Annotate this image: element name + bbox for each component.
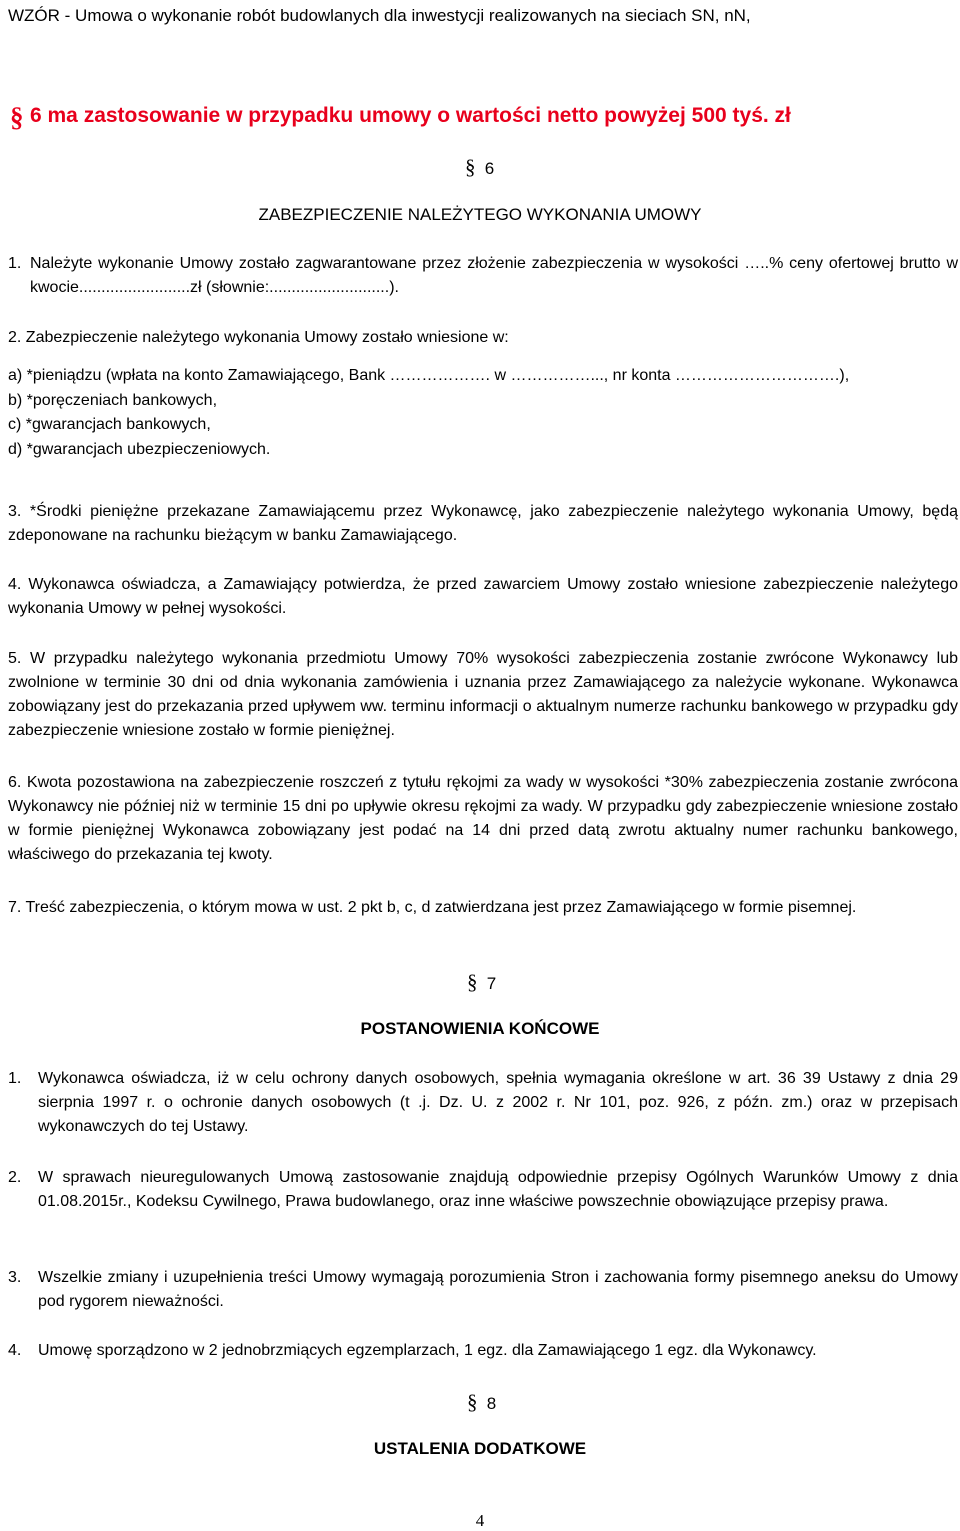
section-8-heading xyxy=(466,1390,496,1414)
svg-text:§: § xyxy=(467,1390,478,1414)
s6-paragraph-6: 6. Kwota pozostawiona na zabezpieczenie roszczeń z tytułu rękojmi za wady w wysokości *30% zabezpieczenia zostanie zwrócona Wykonawcy nie później niż w terminie 15 dni po upływie okresu rękojmi za wady. W przypadku gdy zabezpieczenie wniesione zostało w formie pieniężnej Wykonawca zobowiązany jest podać na 14 dni przed datą zwrotu aktualny numer rachunku bankowego, właściwego do przekazania tej kwoty. xyxy=(8,774,958,863)
item-number: 2. xyxy=(8,1169,22,1186)
s6-paragraph-2-options xyxy=(8,364,958,462)
section-number: 7 xyxy=(486,974,497,993)
svg-text:§: § xyxy=(465,155,476,179)
s7-item-1 xyxy=(8,1067,958,1139)
option-b: b) *poręczeniach bankowych, xyxy=(8,391,218,409)
s6-paragraph-7: 7. Treść zabezpieczenia, o którym mowa w ust. 2 pkt b, c, d zatwierdzana jest przez Zamawiającego w formie pisemnej. xyxy=(8,899,857,916)
section-7-title: POSTANOWIENIA KOŃCOWE xyxy=(360,1019,600,1038)
section-number: 6 xyxy=(484,159,495,178)
section-number: 8 xyxy=(486,1394,497,1413)
s7-item-4 xyxy=(8,1339,958,1363)
option-d: d) *gwarancjach ubezpieczeniowych. xyxy=(8,440,271,458)
section-sign-icon xyxy=(466,1390,482,1414)
option-c: c) *gwarancjach bankowych, xyxy=(8,416,211,433)
item-text: Wszelkie zmiany i uzupełnienia treści Umowy wymagają porozumienia Stron i zachowania formy pisemnego aneksu do Umowy pod rygorem nieważności. xyxy=(38,1269,958,1310)
paragraph-number: 1. xyxy=(8,255,22,272)
s6-paragraph-2: 2. Zabezpieczenie należytego wykonania Umowy zostało wniesione w: xyxy=(8,329,509,346)
section-6-heading xyxy=(464,155,494,179)
item-number: 3. xyxy=(8,1269,22,1286)
item-number: 1. xyxy=(8,1070,22,1087)
s6-paragraph-1 xyxy=(8,252,958,300)
section-sign-icon xyxy=(466,970,482,994)
section-6-title: ZABEZPIECZENIE NALEŻYTEGO WYKONANIA UMOWY xyxy=(258,205,702,224)
page-number: 4 xyxy=(475,1511,485,1530)
s6-paragraph-3: 3. *Środki pieniężne przekazane Zamawiającemu przez Wykonawcę, jako zabezpieczenie należytego wykonania Umowy, będą zdeponowane na rachunku bieżącym w banku Zamawiającego. xyxy=(8,503,958,544)
applicability-note: 6 ma zastosowanie w przypadku umowy o wartości netto powyżej 500 tyś. zł xyxy=(30,104,791,127)
section-7-heading xyxy=(466,970,496,994)
item-text: Wykonawca oświadcza, iż w celu ochrony danych osobowych, spełnia wymagania określone w art. 36 39 Ustawy z dnia 29 sierpnia 1997 r. o ochronie danych osobowych (t .j. Dz. U. z 2002 r. Nr 101, poz. 926, z późn. zm.) oraz w przepisach wykonawczych do tej Ustawy. xyxy=(38,1070,958,1135)
item-number: 4. xyxy=(8,1342,22,1359)
s7-item-2 xyxy=(8,1166,958,1214)
s6-paragraph-5: 5. W przypadku należytego wykonania przedmiotu Umowy 70% wysokości zabezpieczenia zostanie zwrócone Wykonawcy lub zwolnione w terminie 30 dni od dnia wykonania zamówienia i uznania przez Zamawiającego za należycie wykonane. Wykonawca zobowiązany jest do przekazania przed upływem ww. terminu informacji o aktualnym numerze rachunku bankowego w przypadku gdy zabezpieczenie wniesione zostało w formie pieniężnej. xyxy=(8,650,958,739)
section-sign-icon xyxy=(8,101,28,131)
option-a: a) *pieniądzu (wpłata na konto Zamawiającego, Bank ………………. w ……………..., nr konta ………………………….), xyxy=(8,367,850,384)
paragraph-text: Należyte wykonanie Umowy zostało zagwarantowane przez złożenie zabezpieczenia w wysokości …..% ceny ofertowej brutto w kwocie.........................zł (słownie:...........................). xyxy=(30,255,958,296)
svg-text:§: § xyxy=(467,970,478,994)
document-header: WZÓR - Umowa o wykonanie robót budowlanych dla inwestycji realizowanych na sieciach SN, nN, xyxy=(8,6,751,25)
item-text: Umowę sporządzono w 2 jednobrzmiących egzemplarzach, 1 egz. dla Zamawiającego 1 egz. dla Wykonawcy. xyxy=(38,1342,817,1359)
section-sign-icon xyxy=(464,155,480,179)
s7-item-3 xyxy=(8,1266,958,1314)
section-8-title: USTALENIA DODATKOWE xyxy=(373,1439,587,1458)
s6-paragraph-4: 4. Wykonawca oświadcza, a Zamawiający potwierdza, że przed zawarciem Umowy zostało wniesione zabezpieczenie należytego wykonania Umowy w pełnej wysokości. xyxy=(8,576,958,617)
svg-text:§: § xyxy=(10,102,24,131)
item-text: W sprawach nieuregulowanych Umową zastosowanie znajdują odpowiednie przepisy Ogólnych Warunków Umowy z dnia 01.08.2015r., Kodeksu Cywilnego, Prawa budowlanego, oraz inne właściwe powszechnie obowiązujące przepisy prawa. xyxy=(38,1169,958,1210)
